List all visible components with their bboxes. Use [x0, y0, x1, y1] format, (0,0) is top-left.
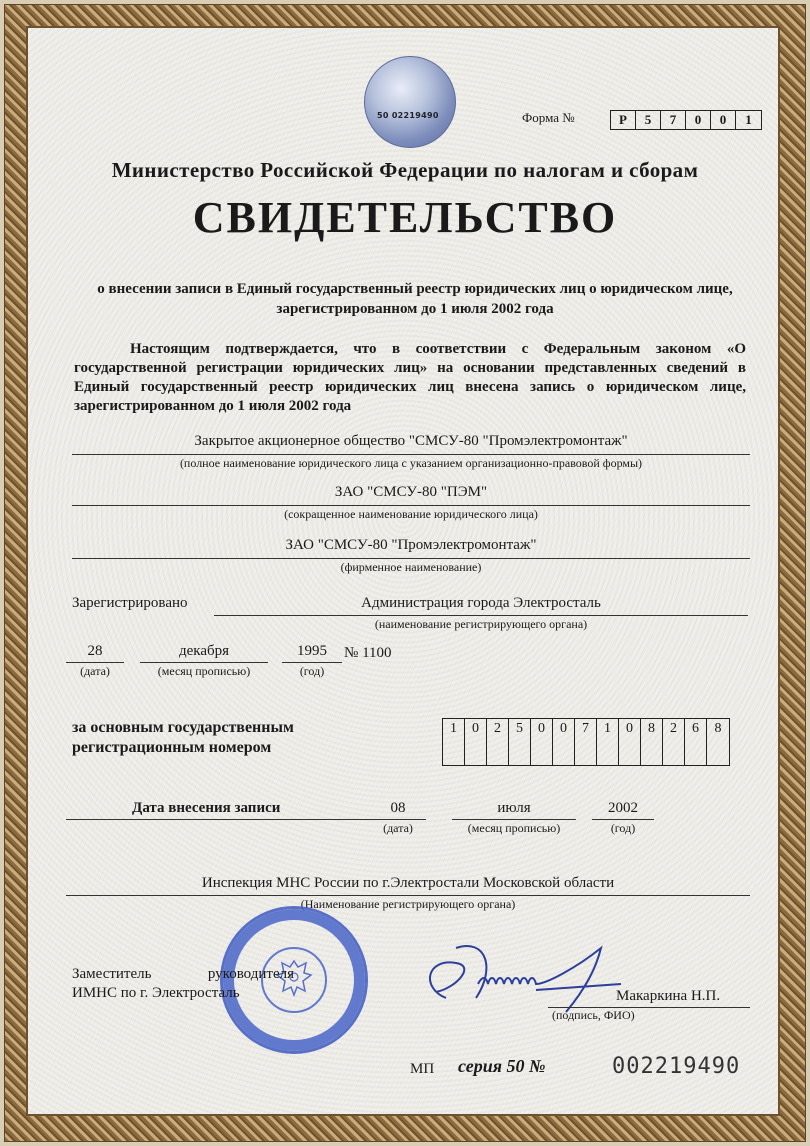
signer-title-part: руководителя	[207, 966, 294, 982]
full-name-caption: (полное наименование юридического лица с указанием организационно-правовой формы)	[179, 456, 643, 470]
ogrn-label: за основным государственным регистрационным номером	[72, 719, 294, 756]
form-code-cell: 0	[686, 111, 711, 129]
form-code-cells	[610, 110, 762, 130]
entry-date-label: Дата внесения записи	[132, 800, 281, 816]
form-code-cell: 0	[711, 111, 736, 129]
registration-year-caption: (год)	[299, 664, 325, 678]
document-subtitle: о внесении записи в Единый государственный реестр юридических лиц о юридическом лице, зарегистрированном до 1 июля 2002 года	[97, 281, 733, 317]
underline	[140, 662, 268, 663]
signature-caption: (подпись, ФИО)	[552, 1008, 635, 1022]
hologram-sticker	[364, 56, 456, 148]
entry-month: июля	[497, 800, 531, 816]
entry-month-caption: (месяц прописью)	[467, 821, 561, 835]
registration-month-caption: (месяц прописью)	[157, 664, 251, 678]
ogrn-digit: 1	[443, 719, 465, 765]
series-label: серия 50 №	[458, 1056, 546, 1076]
underline	[592, 819, 654, 820]
seal-place-label: МП	[410, 1061, 435, 1077]
registration-month: декабря	[178, 643, 230, 659]
short-name-caption: (сокращенное наименование юридического лица)	[284, 507, 538, 521]
entity-brand-name: ЗАО "СМСУ-80 "Промэлектромонтаж"	[285, 537, 537, 553]
underline	[72, 505, 750, 506]
form-code-cell: 1	[745, 112, 752, 127]
confirmation-text: Настоящим подтверждается, что в соответствии с Федеральным законом «О государственной регистрации юридических лиц» на основании представленных сведений в Единый государственный реестр юридических лиц внесена запись о юридическом лице, зарегистрированном до 1 июля 2002 года	[74, 341, 746, 414]
entry-year-caption: (год)	[610, 821, 636, 835]
registration-number-value: 1100	[362, 645, 392, 661]
form-code-cell: Р	[611, 111, 636, 129]
ogrn-cells	[442, 718, 730, 766]
form-label: Форма №	[522, 110, 575, 125]
underline	[66, 662, 124, 663]
certificate-page	[26, 26, 780, 1116]
ogrn-digit: 2	[487, 719, 509, 765]
underline	[66, 819, 426, 820]
inspection-name: Инспекция МНС России по г.Электростали Московской области	[201, 875, 615, 891]
ogrn-digit: 8	[714, 721, 722, 736]
ogrn-digit: 0	[619, 719, 641, 765]
underline	[282, 662, 342, 663]
registration-day-caption: (дата)	[80, 664, 110, 678]
ogrn-digit: 1	[597, 719, 619, 765]
entity-full-name: Закрытое акционерное общество "СМСУ-80 "Промэлектромонтаж"	[194, 433, 628, 449]
signer-title-part: Заместитель	[72, 966, 152, 982]
authority-caption: (наименование регистрирующего органа)	[374, 617, 588, 631]
entry-year: 2002	[608, 800, 638, 816]
number-sign: №	[344, 645, 359, 661]
hologram-number: 50 02219490	[377, 111, 439, 120]
entry-day-caption: (дата)	[383, 821, 413, 835]
inspection-caption: (Наименование регистрирующего органа)	[300, 897, 516, 911]
ogrn-digit: 0	[531, 719, 553, 765]
ogrn-digit: 6	[685, 719, 707, 765]
ogrn-digit: 5	[509, 719, 531, 765]
underline	[72, 558, 750, 559]
ogrn-digit: 2	[663, 719, 685, 765]
registered-label: Зарегистрировано	[72, 595, 188, 611]
entry-day: 08	[390, 800, 406, 816]
signer-line-1	[72, 965, 294, 984]
brand-name-caption: (фирменное наименование)	[340, 560, 482, 574]
ogrn-digit: 7	[575, 719, 597, 765]
form-code-cell: 5	[636, 111, 661, 129]
underline	[66, 895, 750, 896]
underline	[214, 615, 748, 616]
ogrn-digit: 0	[465, 719, 487, 765]
ogrn-digit: 8	[641, 719, 663, 765]
serial-number: 002219490	[612, 1054, 741, 1079]
registering-authority: Администрация города Электросталь	[361, 595, 601, 611]
form-code-cell: 7	[661, 111, 686, 129]
handwritten-signature	[416, 928, 626, 1018]
ministry-heading: Министерство Российской Федерации по налогам и сборам	[111, 158, 699, 182]
ogrn-digit: 0	[553, 719, 575, 765]
registration-number	[344, 645, 392, 662]
signer-name: Макаркина Н.П.	[616, 988, 721, 1004]
registration-year: 1995	[297, 643, 327, 659]
entity-short-name: ЗАО "СМСУ-80 "ПЭМ"	[334, 484, 488, 500]
registration-day: 28	[87, 643, 103, 659]
signer-line-2: ИМНС по г. Электросталь	[72, 985, 240, 1001]
document-title: СВИДЕТЕЛЬСТВО	[192, 193, 618, 242]
signer-position	[72, 965, 294, 1003]
underline	[452, 819, 576, 820]
underline	[72, 454, 750, 455]
